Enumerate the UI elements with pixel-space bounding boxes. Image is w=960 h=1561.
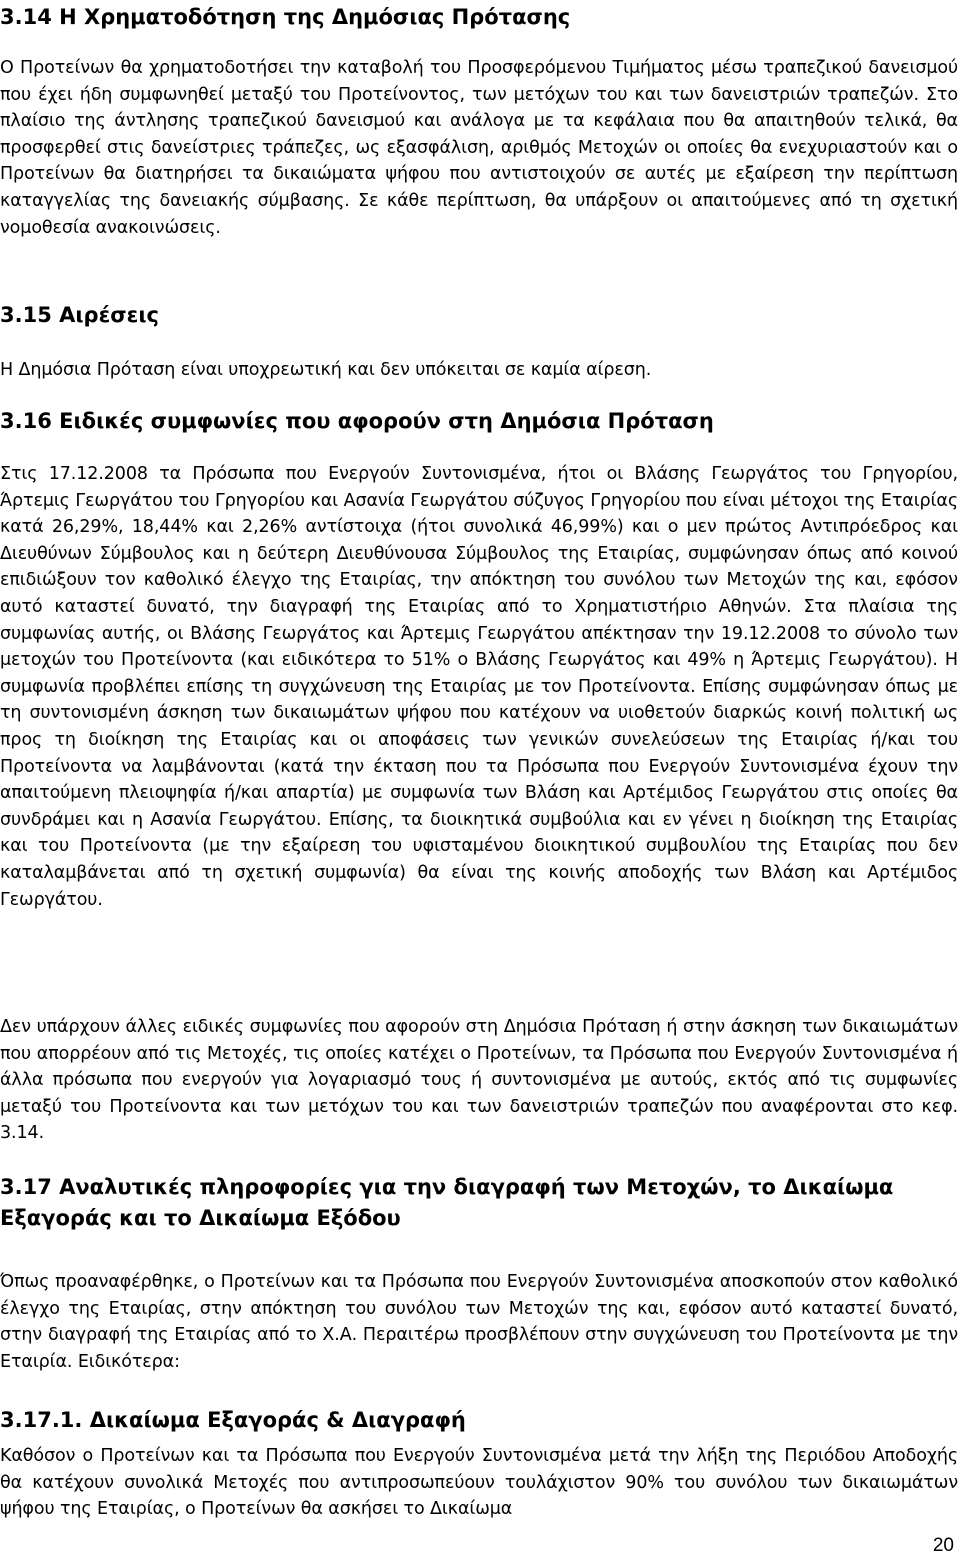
section-3-17-heading: 3.17 Αναλυτικές πληροφορίες για την διαγραφή των Μετοχών, το Δικαίωμα Εξαγοράς και το Δικαίωμα Εξόδου (0, 1175, 894, 1230)
section-3-15-paragraph: Η Δημόσια Πρόταση είναι υποχρεωτική και δεν υπόκειται σε καμία αίρεση. (0, 360, 652, 380)
section-3-16-heading: 3.16 Ειδικές συμφωνίες που αφορούν στη Δημόσια Πρόταση (0, 409, 714, 433)
section-3-17-paragraph: Όπως προαναφέρθηκε, ο Προτείνων και τα Πρόσωπα που Ενεργούν Συντονισμένα αποσκοπούν στον καθολικό έλεγχο της Εταιρίας, στην απόκτηση του συνόλου των Μετοχών της και, εφόσον αυτό καταστεί δυνατό, στην διαγραφή της Εταιρίας από το Χ.Α. Περαιτέρω προσβλέπουν στην συγχώνευση του Προτείνοντα με την Εταιρία. Ειδικότερα: (0, 1272, 958, 1372)
page-number: 20 (932, 1535, 954, 1556)
section-3-16-paragraph-1: Στις 17.12.2008 τα Πρόσωπα που Ενεργούν Συντονισμένα, ήτοι οι Βλάσης Γεωργάτος του Γρηγορίου, Άρτεμις Γεωργάτου του Γρηγορίου και Ασανία Γεωργάτου σύζυγος Γρηγορίου που είναι μέτοχοι της Εταιρίας κατά 26,29%, 18,44% και 2,26% αντίστοιχα (ήτοι συνολικά 46,99%) και ο μεν πρώτος Αντιπρόεδρος και Διευθύνων Σύμβουλος και η δεύτερη Διευθύνουσα Σύμβουλος της Εταιρίας, συμφώνησαν όπως από κοινού επιδιώξουν τον καθολικό έλεγχο της Εταιρίας, την απόκτηση του συνόλου των Μετοχών της και, εφόσον αυτό καταστεί δυνατό, την διαγραφή της Εταιρίας από το Χρηματιστήριο Αθηνών. Στα πλαίσια της συμφωνίας αυτής, οι Βλάσης Γεωργάτος και Άρτεμις Γεωργάτου απέκτησαν την 19.12.2008 το σύνολο των μετοχών του Προτείνοντα (και ειδικότερα το 51% ο Βλάσης Γεωργάτος και 49% η Άρτεμις Γεωργάτου). Η συμφωνία προβλέπει επίσης τη συγχώνευση της Εταιρίας με τον Προτείνοντα. Επίσης συμφώνησαν όπως με τη συντονισμένη άσκηση των δικαιωμάτων ψήφου που κατέχουν να υιοθετούν διαρκώς κοινή πολιτική ως προς τη διοίκηση της Εταιρίας και οι αποφάσεις των γενικών συνελεύσεων της Εταιρίας ή/και του Προτείνοντα να λαμβάνονται (κατά την έκταση που τα Πρόσωπα που Ενεργούν Συντονισμένα έχουν την απαιτούμενη πλειοψηφία ή/και απαρτία) με συμφωνία των Βλάση και Αρτέμιδος Γεωργάτου στις οποίες θα συνδράμει και η Ασανία Γεωργάτου. Επίσης, τα διοικητικά συμβούλια και εν γένει η διοίκηση της Εταιρίας και του Προτείνοντα (με την εξαίρεση του υφισταμένου διοικητικού συμβουλίου της Εταιρίας που δεν καταλαμβάνεται από τη σχετική συμφωνία) θα είναι της κοινής αποδοχής των Βλάση και Αρτέμιδος Γεωργάτου. (0, 464, 958, 910)
section-3-14-paragraph: Ο Προτείνων θα χρηματοδοτήσει την καταβολή του Προσφερόμενου Τιμήματος μέσω τραπεζικού δανεισμού που έχει ήδη συμφωνηθεί μεταξύ του Προτείνοντος, των μετόχων του και των δανειστριών τραπεζών. Στο πλαίσιο της άντλησης τραπεζικού δανεισμού και ανάλογα με τα κεφάλαια που θα απαιτηθούν τελικά, θα προσφερθεί στις δανείστριες τράπεζες, ως εξασφάλιση, αριθμός Μετοχών οι οποίες θα ενεχυριαστούν και ο Προτείνων θα διατηρήσει τα δικαιώματα ψήφου που αντιστοιχούν σε αυτές με εξαίρεση την περίπτωση καταγγελίας της δανειακής σύμβασης. Σε κάθε περίπτωση, θα υπάρξουν οι απαιτούμενες από τη σχετική νομοθεσία ανακοινώσεις. (0, 58, 958, 238)
section-3-15-heading: 3.15 Αιρέσεις (0, 303, 159, 327)
section-3-17-1-heading: 3.17.1. Δικαίωμα Εξαγοράς & Διαγραφή (0, 1408, 466, 1432)
section-3-16-paragraph-2: Δεν υπάρχουν άλλες ειδικές συμφωνίες που αφορούν στη Δημόσια Πρόταση ή στην άσκηση των δικαιωμάτων που απορρέουν από τις Μετοχές, τις οποίες κατέχει ο Προτείνων, τα Πρόσωπα που Ενεργούν Συντονισμένα ή άλλα πρόσωπα που ενεργούν για λογαριασμό τους ή συντονισμένα με αυτούς, εκτός από τις συμφωνίες μεταξύ του Προτείνοντα και των μετόχων του και των δανειστριών τραπεζών που αναφέρονται στο κεφ. 3.14. (0, 1017, 958, 1144)
section-3-17-1-paragraph: Καθόσον ο Προτείνων και τα Πρόσωπα που Ενεργούν Συντονισμένα μετά την λήξη της Περιόδου Αποδοχής θα κατέχουν συνολικά Μετοχές που αντιπροσωπεύουν τουλάχιστον 90% του συνόλου των δικαιωμάτων ψήφου της Εταιρίας, ο Προτείνων θα ασκήσει το Δικαίωμα (0, 1446, 958, 1520)
section-3-14-heading: 3.14 Η Χρηματοδότηση της Δημόσιας Πρότασης (0, 5, 571, 29)
